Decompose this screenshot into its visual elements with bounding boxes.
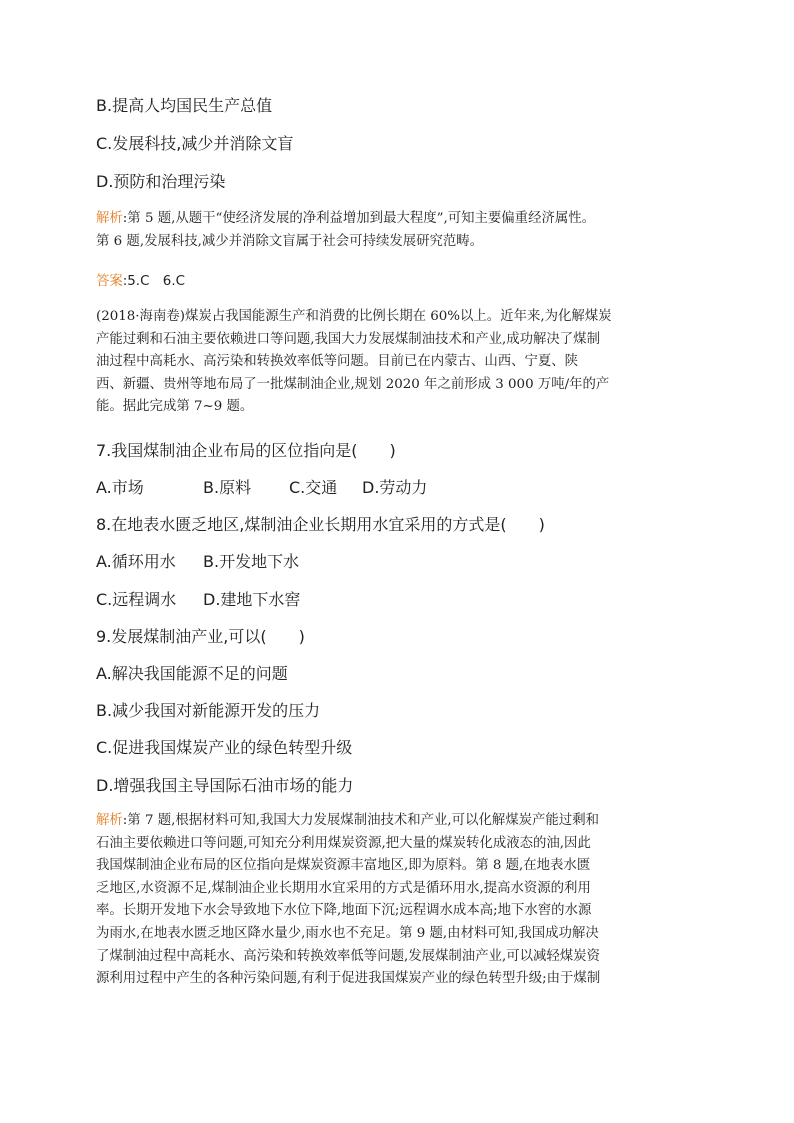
- q7-option-a: A.市场: [96, 478, 144, 497]
- explanation-label: 解析: [96, 211, 123, 226]
- explanation-line: 我国煤制油企业布局的区位指向是煤炭资源丰富地区,即为原料。第 8 题,在地表水匮: [96, 858, 591, 874]
- q8-option-b: B.开发地下水: [203, 552, 300, 571]
- q9-option-b: B.减少我国对新能源开发的压力: [96, 701, 321, 720]
- explanation-line: 了煤制油过程中高耗水、高污染和转换效率低等问题,发展煤制油产业,可以减轻煤炭资: [96, 948, 600, 964]
- material-line: 油过程中高耗水、高污染和转换效率低等问题。目前已在内蒙古、山西、宁夏、陕: [96, 354, 579, 370]
- q9-option-d: D.增强我国主导国际石油市场的能力: [96, 776, 354, 795]
- answer-5-6: [96, 272, 185, 292]
- answer-text: :5.C 6.C: [122, 274, 185, 289]
- explanation-line: 为雨水,在地表水匮乏地区降水量少,雨水也不充足。第 9 题,由材料可知,我国成功解决: [96, 925, 599, 941]
- option-b-prev: B.提高人均国民生产总值: [96, 96, 273, 115]
- explanation-line: :第 5 题,从题干“使经济发展的净利益增加到最大程度”,可知主要偏重经济属性。: [122, 211, 596, 226]
- material-line: 能。据此完成第 7~9 题。: [96, 399, 254, 415]
- question-8-stem: 8.在地表水匮乏地区,煤制油企业长期用水宜采用的方式是( ): [96, 515, 545, 534]
- material-paragraph: [96, 306, 702, 419]
- option-c-prev: C.发展科技,减少并消除文盲: [96, 134, 294, 153]
- explanation-line: 源利用过程中产生的各种污染问题,有利于促进我国煤炭产业的绿色转型升级;由于煤制: [96, 971, 601, 987]
- option-d-prev: D.预防和治理污染: [96, 172, 226, 191]
- question-9-stem: 9.发展煤制油产业,可以( ): [96, 627, 305, 646]
- q7-option-b: B.原料: [203, 478, 252, 497]
- q7-option-c: C.交通: [289, 478, 338, 497]
- explanation-line: :第 7 题,根据材料可知,我国大力发展煤制油技术和产业,可以化解煤炭产能过剩和: [122, 813, 599, 828]
- q9-option-c: C.促进我国煤炭产业的绿色转型升级: [96, 738, 353, 757]
- material-line: (2018·海南卷)煤炭占我国能源生产和消费的比例长期在 60%以上。近年来,为化解煤炭: [96, 309, 612, 324]
- explanation-7-9: [96, 810, 702, 991]
- question-7-stem: 7.我国煤制油企业布局的区位指向是( ): [96, 441, 396, 460]
- explanation-line: 率。长期开发地下水会导致地下水位下降,地面下沉;远程调水成本高;地下水窖的水源: [96, 903, 592, 919]
- explanation-line: 乏地区,水资源不足,煤制油企业长期用水宜采用的方式是循环用水,提高水资源的利用: [96, 880, 591, 896]
- explanation-label: 解析: [96, 813, 123, 828]
- explanation-line: 第 6 题,发展科技,减少并消除文盲属于社会可持续发展研究范畴。: [96, 233, 484, 249]
- material-line: 产能过剩和石油主要依赖进口等问题,我国大力发展煤制油技术和产业,成功解决了煤制: [96, 331, 600, 347]
- explanation-5-6: [96, 208, 702, 253]
- q8-option-d: D.建地下水窖: [203, 590, 301, 609]
- q8-option-c: C.远程调水: [96, 590, 177, 609]
- answer-label: 答案: [96, 274, 123, 289]
- q9-option-a: A.解决我国能源不足的问题: [96, 664, 288, 683]
- explanation-line: 石油主要依赖进口等问题,可知充分利用煤炭资源,把大量的煤炭转化成液态的油,因此: [96, 835, 591, 851]
- material-line: 西、新疆、贵州等地布局了一批煤制油企业,规划 2020 年之前形成 3 000 万吨/年的产: [96, 376, 610, 392]
- q7-option-d: D.劳动力: [362, 478, 428, 497]
- q8-option-a: A.循环用水: [96, 552, 176, 571]
